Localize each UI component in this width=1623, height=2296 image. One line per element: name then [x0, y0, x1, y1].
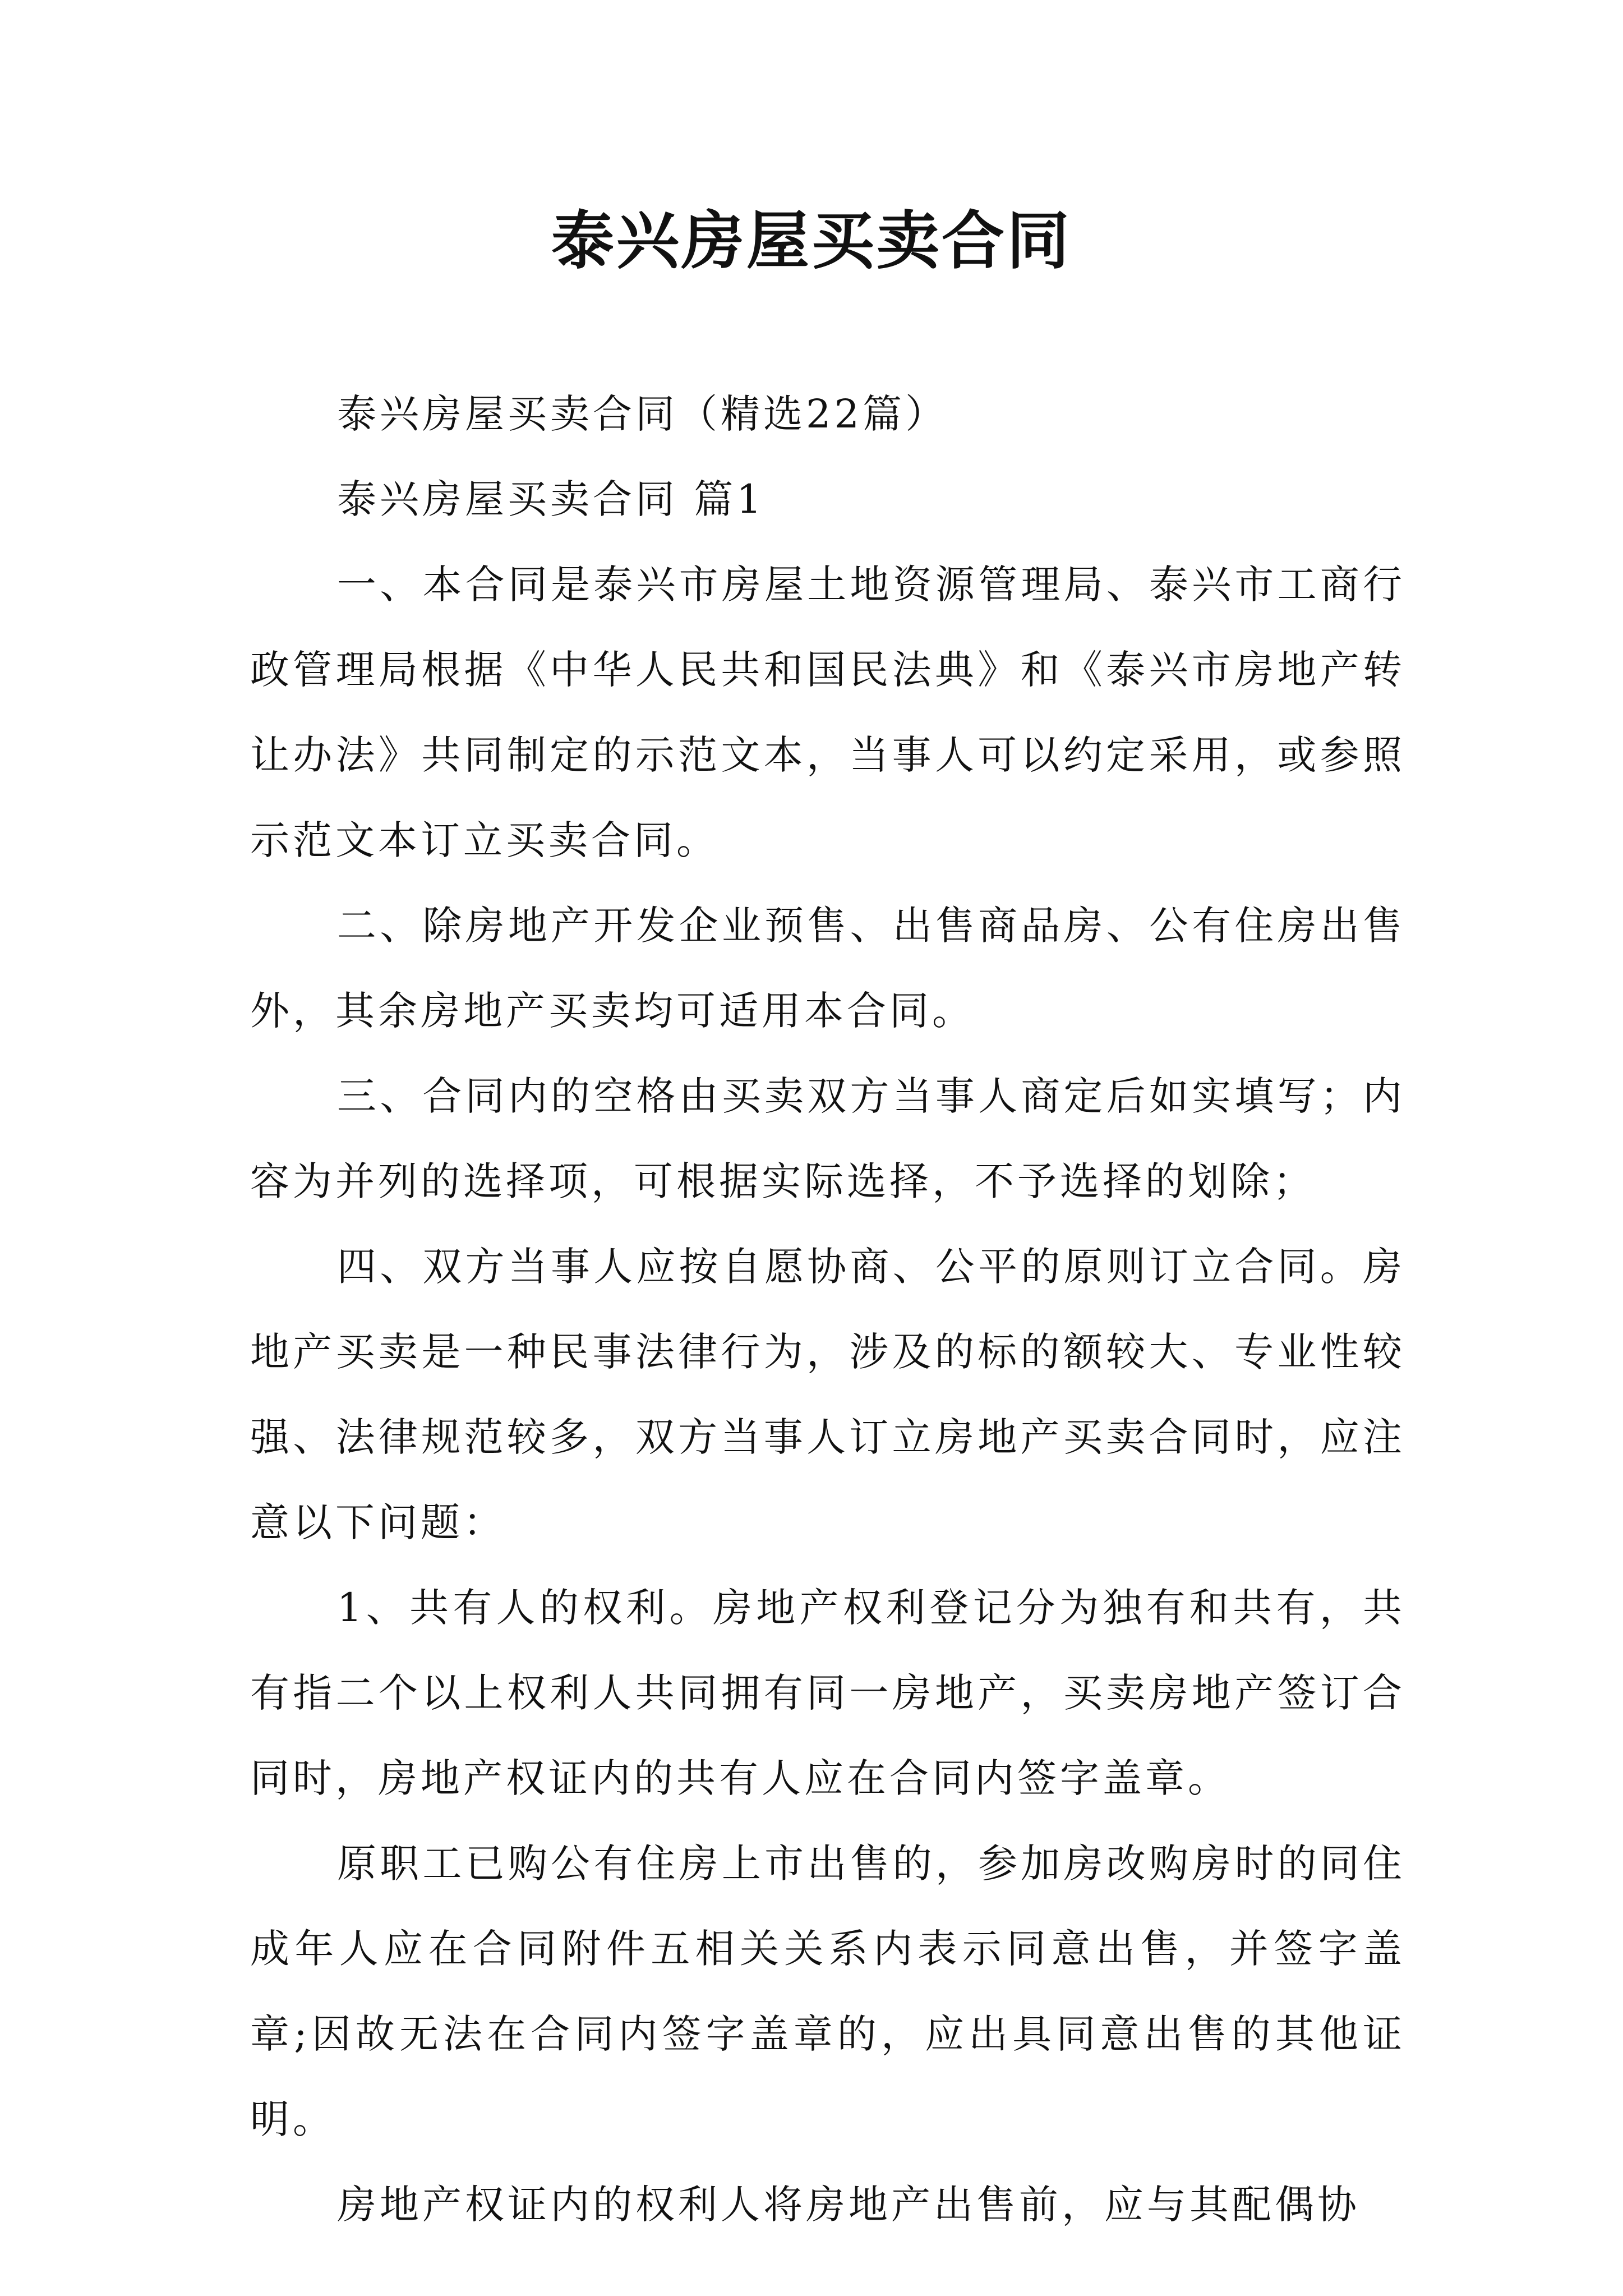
paragraph-item-1: 1、共有人的权利。房地产权利登记分为独有和共有，共有指二个以上权利人共同拥有同一房地产，买卖房地产签订合同时，房地产权证内的共有人应在合同内签字盖章。: [250, 1585, 1405, 1801]
paragraph-spouse-consultation: 房地产权证内的权利人将房地产出售前，应与其配偶协: [337, 2182, 1360, 2228]
paragraph-collection-title: 泰兴房屋买卖合同（精选22篇）: [337, 391, 948, 437]
document-title: 泰兴房屋买卖合同: [551, 204, 1072, 278]
document-body: [250, 371, 1405, 2247]
paragraph-article-heading: 泰兴房屋买卖合同 篇1: [337, 476, 765, 522]
paragraph-public-housing: 原职工已购公有住房上市出售的，参加房改购房时的同住成年人应在合同附件五相关关系内表示同意出售，并签字盖章;因故无法在合同内签字盖章的，应出具同意出售的其他证明。: [250, 1841, 1405, 2142]
paragraph-clause-2: 二、除房地产开发企业预售、出售商品房、公有住房出售外，其余房地产买卖均可适用本合同。: [250, 903, 1405, 1034]
paragraph-clause-3: 三、合同内的空格由买卖双方当事人商定后如实填写；内容为并列的选择项，可根据实际选择，不予选择的划除；: [250, 1073, 1405, 1204]
paragraph-clause-4: 四、双方当事人应按自愿协商、公平的原则订立合同。房地产买卖是一种民事法律行为，涉及的标的额较大、专业性较强、法律规范较多，双方当事人订立房地产买卖合同时，应注意以下问题：: [250, 1244, 1405, 1545]
paragraph-clause-1: 一、本合同是泰兴市房屋土地资源管理局、泰兴市工商行政管理局根据《中华人民共和国民法典》和《泰兴市房地产转让办法》共同制定的示范文本，当事人可以约定采用，或参照示范文本订立买卖合同。: [250, 562, 1405, 863]
